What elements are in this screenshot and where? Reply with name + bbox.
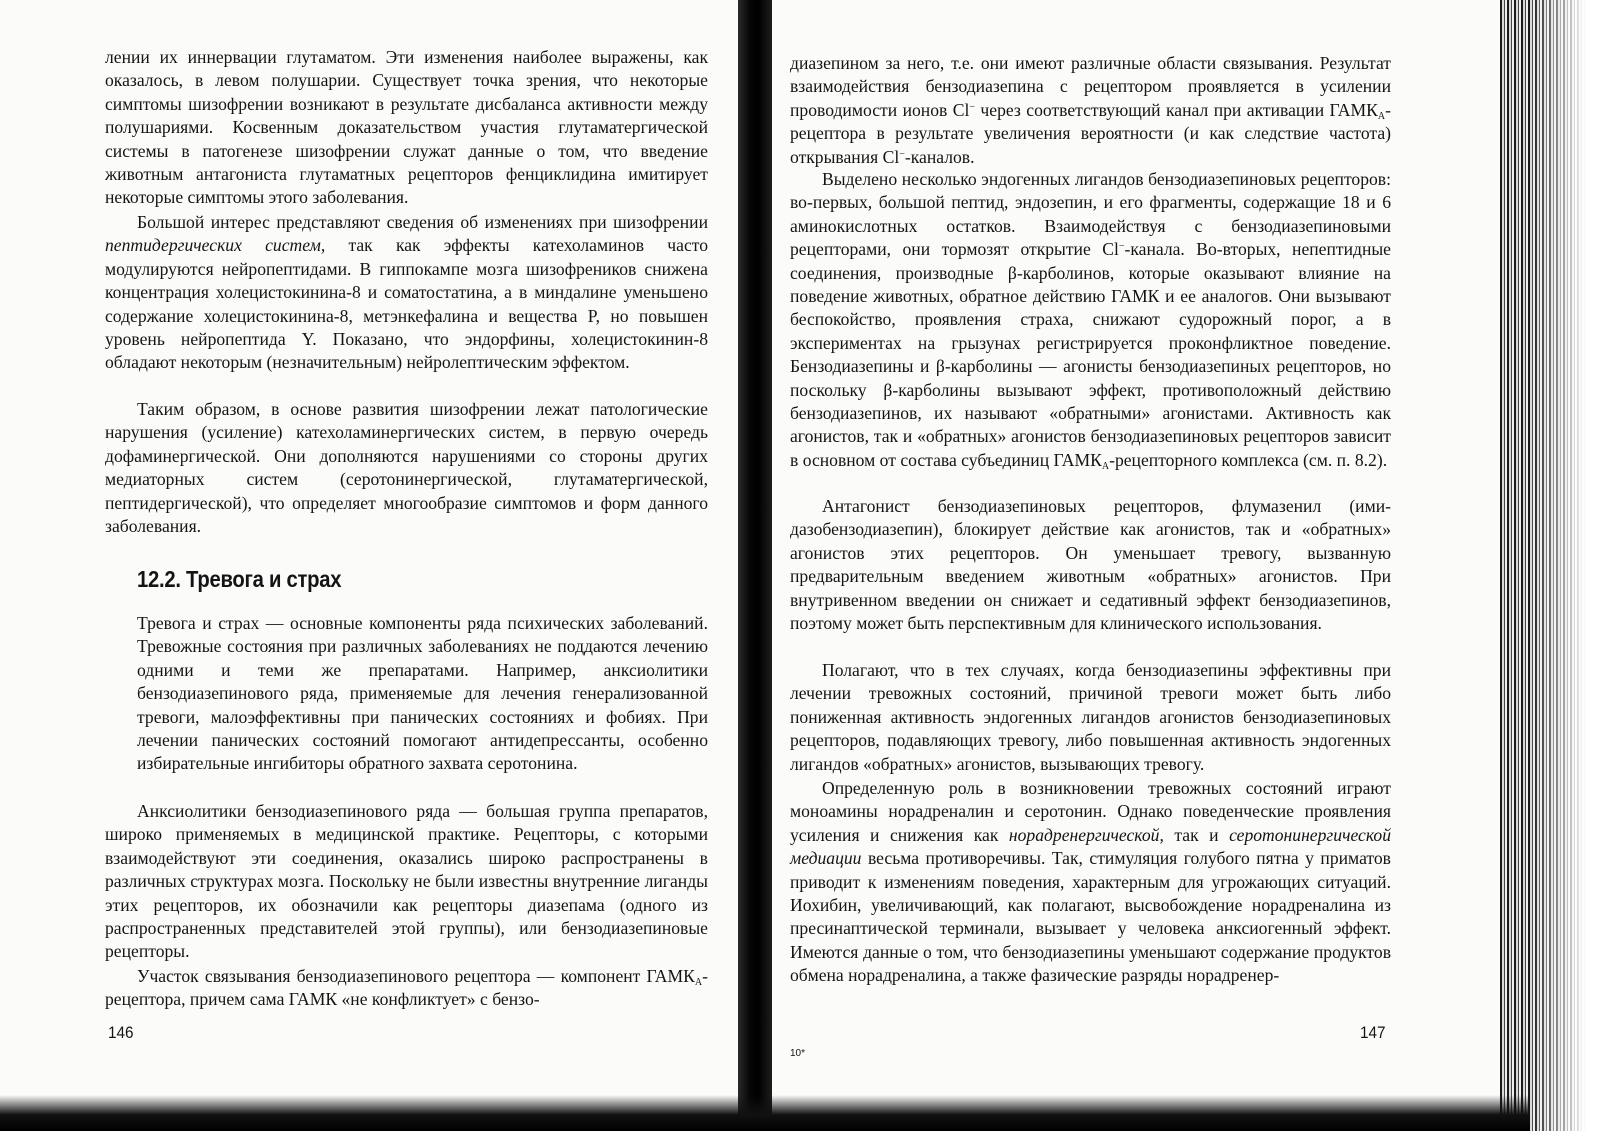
left-paragraph-1: лении их иннервации глутаматом. Эти изменения наиболее выражены, как оказалось, в левом полушарии. Существует точка зрения, что некоторые симптомы шизофрении возникают в результате дисбаланса активности между полушариями. Косвенным доказательством участия глутаматергической системы в патогенезе шизофрении служат данные о том, что введение животным антагониста глутаматных рецепторов фенциклидина имитирует некоторые симптомы этого заболевания. (105, 47, 708, 208)
italic-term: пептидергических систем, (105, 235, 326, 256)
left-paragraph-3: Таким образом, в основе развития шизофрении лежат патологические нарушения (усиление) катехоламинергических систем, в первую очередь дофаминергической. Они дополняются нарушениями со стороны других медиаторных систем (серотонинергической, глутаматергической, пептидергической), что определяет многообразие симптомов и форм данного заболевания. (105, 399, 708, 537)
signature-mark: 10* (790, 1048, 806, 1059)
left-paragraph-6: Участок связывания бензодиазепинового рецептора — компонент $ГАМК_А$-рецептора, причем сама ГАМК «не конфликтует» с бензо- (105, 966, 708, 1010)
left-paragraph-5: Анксиолитики бензодиазепинового ряда — большая группа препаратов, широко применяемых в медицинской практике. Рецепторы, с которыми взаимодействуют эти соединения, оказались широко распространены в различных структурах мозга. Поскольку не были известны внутренние лиганды этих рецепторов, их обозначили как рецепторы диазепама (одного из распространенных представителей этой группы), или бензодиазепиновые рецепторы. (105, 801, 708, 962)
page-edge-fade (1530, 0, 1600, 1131)
right-paragraph-2: Выделено несколько эндогенных лигандов бензодиазепиновых рецепторов: во-первых, большой пептид, эндозепин, и его фрагменты, содержащие 18 и 6 аминокислотных остатков. Взаимодействуя с бензодиазепиновыми рецепторами, они тормозят открытие Cl−-канала. Во-вторых, непептидные соединения, производные β-карболинов, которые оказывают влияние на поведение животных, обратное действию ГАМК и ее аналогов. Они вызывают беспокойство, проявления страха, снижают судорожный порог, а в экспериментах на грызунах регистрируется проконфликтное поведение. Бензодиазепины и β-карболины — агонисты бензодиазепиных рецепторов, но поскольку β-карболины вызывают эффект, противоположный действию бензодиазепинов, их называют «обратными» агонистами. Активность как агонистов, так и «обратных» агонистов бензодиазепиновых рецепторов зависит в основном от состава субъединиц $ГАМК_А$-рецепторного комплекса (см. п. 8.2). (790, 169, 1391, 472)
section-heading: 12.2. Тревога и страх (137, 566, 342, 592)
left-paragraph-4: Тревога и страх — основные компоненты ряда психических заболеваний. Тревожные состояния при различных заболеваниях не поддаются лечению одними и теми же препаратами. Например, анксиолитики бензодиазепинового ряда, применяемые для лечения генерализованной тревоги, малоэффективны при панических состояниях и фобиях. При лечении панических состояний помогают антидепрессанты, особенно избирательные ингибиторы обратного захвата серотонина. (137, 613, 708, 774)
right-paragraph-1: диазепином за него, т.е. они имеют различные области связывания. Результат взаимодействия бензодиазепина с рецептором проявляется в усилении проводимости ионов Cl− через соответствующий канал при активации $ГАМК_А$-рецептора в результате увеличения вероятности (и как следствие частота) открывания Cl−-каналов. (790, 53, 1391, 167)
page-number-left: 146 (108, 1023, 134, 1042)
left-paragraph-2: Большой интерес представляют сведения об изменениях при шизофрении пептидергических систем, так как эффекты катехоламинов часто модулируются нейропептидами. В гиппокампе мозга шизофреников снижена концентрация холецистокинина-8 и соматостатина, а в миндалине уменьшено содержание холецистокинина-8, метэнкефалина и вещества P, но повышен уровень нейропептида Y. Показано, что эндорфины, холецистокинин-8 обладают некоторым (незначительным) нейролептическим эффектом. (105, 212, 709, 373)
bottom-shadow (0, 1095, 1530, 1131)
book-spine (738, 0, 772, 1131)
right-paragraph-4: Полагают, что в тех случаях, когда бензодиазепины эффективны при лечении тревожных состояний, причиной тревоги может быть либо пониженная активность эндогенных лигандов агонистов бензодиазепиновых рецепторов, подавляющих тревогу, либо повышенная активность эндогенных лигандов «обратных» агонистов, вызывающих тревогу. (790, 660, 1391, 774)
right-paragraph-5: Определенную роль в возникновении тревожных состояний играют моноамины норадреналин и серотонин. Однако поведенческие проявления усиления и снижения как норадренергической, так и серотонинергической медиации весьма противоречивы. Так, стимуляция голубого пятна у приматов приводит к изменениям поведения, характерным для угрожающих ситуаций. Иохибин, увеличивающий, как полагают, высвобождение норадреналина из пресинаптической терминали, вызывает у человека анксиогенный эффект. Имеются данные о том, что бензодиазепины уменьшают содержание продуктов обмена норадреналина, а также фазические разряды норадренер- (790, 778, 1391, 986)
right-paragraph-3: Антагонист бензодиазепиновых рецепторов, флумазенил (имидазобензодиазепин), блокирует действие как агонистов, так и «обратных» агонистов этих рецепторов. Он уменьшает тревогу, вызванную предварительным введением животным «обратных» агонистов. При внутривенном введении он снижает и седативный эффект бензодиазепинов, поэтому может быть перспективным для клинического использования. (790, 496, 1391, 634)
page-number-right: 147 (1360, 1023, 1386, 1042)
